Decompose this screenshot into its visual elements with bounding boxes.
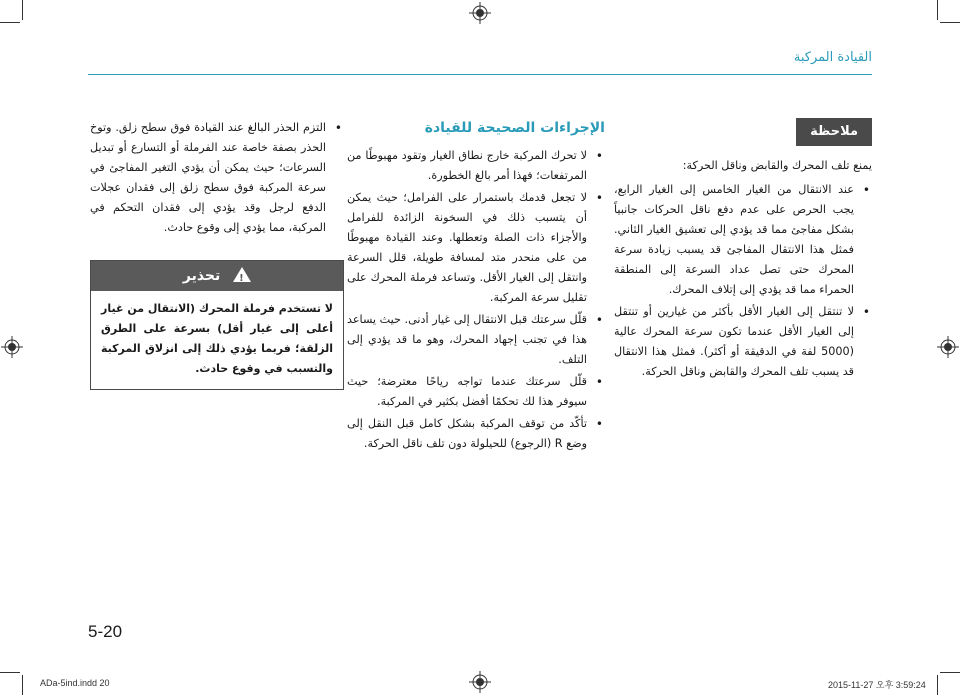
warning-triangle-icon xyxy=(233,267,251,282)
procedure-bullet: • لا تجعل قدمك باستمرار على الفرامل؛ حيث يمكن أن يتسبب ذلك في السخونة الزائدة للفرامل والأجزاء ذات الصلة وتعطلها. وعند القيادة مهبوطًا من على منحدر متد لمسافة طويلة، قلل السرعة وانتقل إلى الغيار الأقل. وتساعد فرملة المحرك على تقليل سرعة المركبة. xyxy=(347,188,605,308)
caution-column xyxy=(90,118,344,390)
note-label: ملاحظة xyxy=(796,118,872,146)
procedure-bullet: • قلّل سرعتك عندما تواجه رياحًا معترضة؛ حيث سيوفر هذا لك تحكمًا أفضل بكثير في المركبة. xyxy=(347,372,605,412)
crop-mark xyxy=(937,0,938,20)
crop-mark xyxy=(937,675,938,695)
registration-mark-icon xyxy=(469,671,491,693)
registration-mark-icon xyxy=(937,336,959,358)
note-intro: يمنع تلف المحرك والقابض وناقل الحركة: xyxy=(682,159,872,172)
registration-mark-icon xyxy=(469,2,491,24)
procedures-heading: الإجراءات الصحيحة للقيادة xyxy=(424,120,605,136)
warning-title: تحذير xyxy=(182,268,221,284)
crop-mark xyxy=(940,22,960,23)
warning-box xyxy=(90,260,344,390)
footer-file-label: ADa-5ind.indd 20 xyxy=(40,678,110,688)
crop-mark xyxy=(0,672,20,673)
warning-header xyxy=(91,261,343,291)
procedure-bullet: • تأكّد من توقف المركبة بشكل كامل قبل النقل إلى وضع R (الرجوع) للحيلولة دون تلف ناقل الحركة. xyxy=(347,414,605,454)
crop-mark xyxy=(0,22,20,23)
header-divider xyxy=(88,74,872,75)
page-number: 5-20 xyxy=(88,622,123,641)
crop-mark xyxy=(940,672,960,673)
section-title: القيادة المركبة xyxy=(793,50,872,65)
note-bullet: • لا تنتقل إلى الغيار الأقل بأكثر من غيارين أو تنتقل إلى الغيار الأقل عندما تكون سرعة المحرك عالية (5000 لفة في الدقيقة أو أكثر). فمثل هذا الانتقال قد يسبب تلف المحرك والقابض وناقل الحركة. xyxy=(614,302,872,382)
note-bullet: • عند الانتقال من الغيار الخامس إلى الغيار الرابع، يجب الحرص على عدم دفع ناقل الحركات جانبياً بشكل مفاجئ مما قد يؤدي إلى تعشيق الغيار الثاني. فمثل هذا الانتقال المفاجئ قد يسبب زيادة سرعة المحرك حتى تصل عداد السرعة إلى المنطقة الحمراء مما قد يؤدي إلى إتلاف المحرك. xyxy=(614,180,872,300)
warning-text: لا تستخدم فرملة المحرك (الانتقال من غيار أعلى إلى غيار أقل) بسرعة على الطرق الزلقة؛ فربما يؤدي ذلك إلى انزلاق المركبة والتسبب في وقوع حادث. xyxy=(101,302,333,375)
notice-column xyxy=(614,118,872,384)
crop-mark xyxy=(22,0,23,20)
note-bar-wrapper xyxy=(614,118,872,156)
caution-bullet: • التزم الحذر البالغ عند القيادة فوق سطح زلق. وتوخ الحذر بصفة خاصة عند الفرملة أو التسارع أو تبديل السرعات؛ حيث يمكن أن يؤدي التغير المفاجئ في سرعة المركبة فوق سطح زلق إلى فقدان عجلات الدفع لرجل وقد يؤدي إلى فقدان التحكم في المركبة، مما يؤدي إلى وقوع حادث. xyxy=(90,118,344,238)
procedure-bullet: • لا تحرك المركبة خارج نطاق الغيار وتقود مهبوطًا من المرتفعات؛ فهذا أمر بالغ الخطورة. xyxy=(347,146,605,186)
registration-mark-icon xyxy=(1,336,23,358)
footer-timestamp: 2015-11-27 오후 3:59:24 xyxy=(828,680,926,690)
procedure-bullet: • قلّل سرعتك قبل الانتقال إلى غيار أدنى. حيث يساعد هذا في تجنب إجهاد المحرك، وهو ما قد يؤدي إلى التلف. xyxy=(347,310,605,370)
crop-mark xyxy=(22,675,23,695)
procedures-column xyxy=(347,118,605,456)
